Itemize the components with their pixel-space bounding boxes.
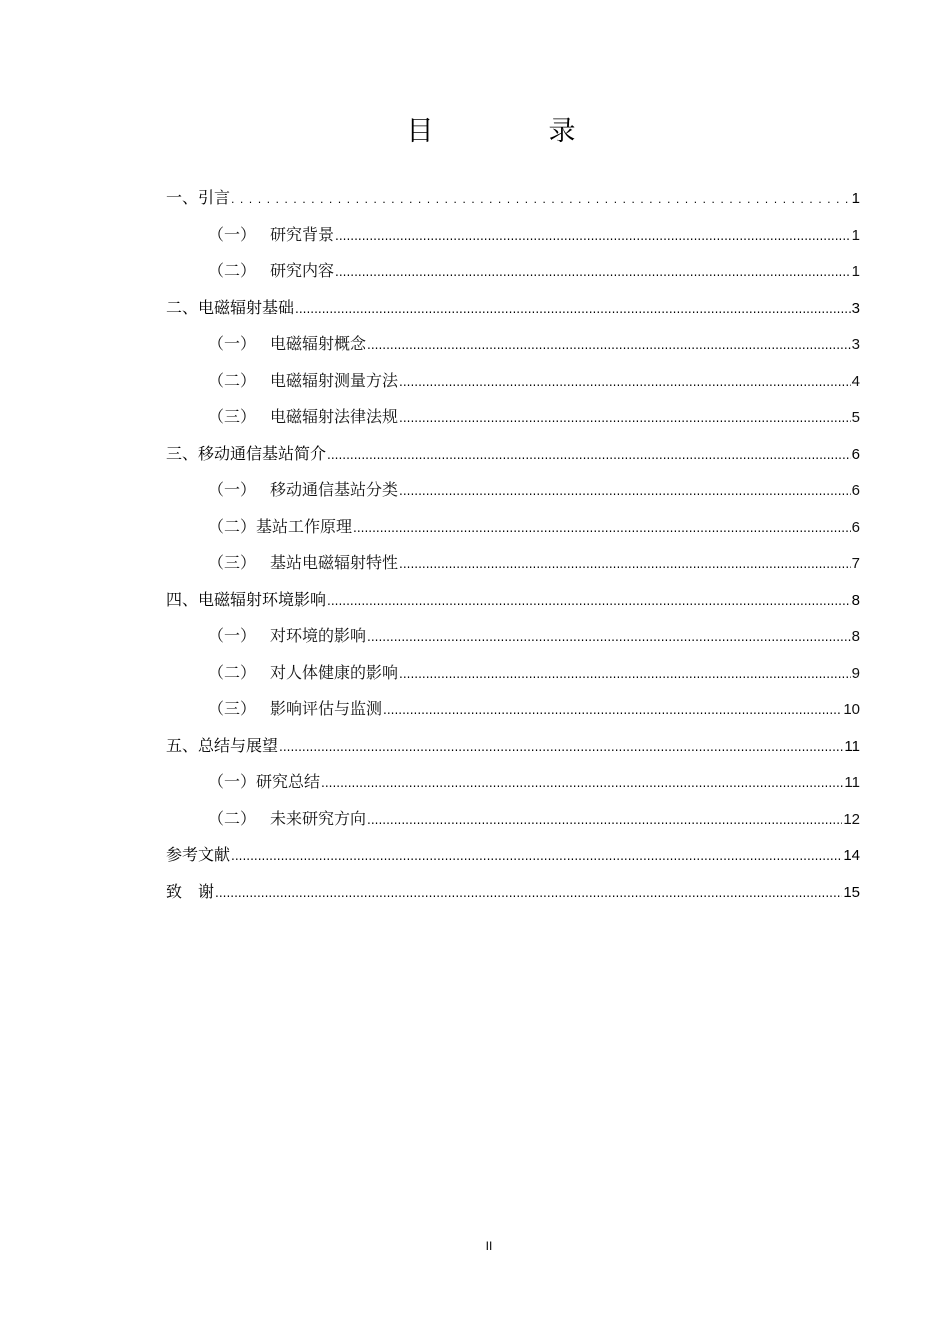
dot-leader (383, 692, 842, 729)
toc-entry-number: （一） (208, 626, 257, 645)
toc-entry-label (208, 655, 398, 692)
toc-entry-number: （三） (208, 553, 257, 572)
toc-entry-number: （一） (208, 334, 257, 353)
dot-leader (399, 656, 851, 693)
toc-entry-label (208, 545, 398, 582)
toc-entry[interactable] (166, 837, 860, 874)
dot-leader (327, 437, 851, 474)
toc-entry[interactable] (166, 874, 860, 911)
toc-entry-page: 11 (844, 774, 860, 791)
toc-entry-page: 1 (851, 190, 860, 207)
toc-entry-text: 未来研究方向 (270, 808, 367, 828)
toc-entry-label: 五、总结与展望 (166, 735, 279, 755)
toc-entry-number: （二） (208, 370, 257, 390)
toc-entry[interactable] (166, 436, 860, 473)
dot-leader (279, 729, 843, 766)
dot-leader (231, 838, 842, 875)
toc-entry-page: 15 (843, 883, 860, 901)
toc-entry-page: 5 (851, 409, 860, 426)
toc-entry-number: （一） (208, 480, 257, 499)
toc-entry-label (208, 472, 398, 509)
toc-entry-text: 研究背景 (270, 224, 335, 244)
toc-entry-label: 三、移动通信基站简介 (166, 443, 327, 463)
toc-entry-page: 6 (851, 445, 860, 463)
toc-entry-label (208, 691, 382, 728)
dot-leader (399, 473, 851, 510)
dot-leader (399, 400, 851, 437)
toc-entry-page: 12 (843, 810, 860, 828)
dot-leader (215, 875, 842, 912)
toc-entry-page: 3 (851, 336, 860, 353)
toc-entry-number: （三） (208, 699, 257, 718)
toc-entry-number: （二） (208, 808, 257, 828)
toc-entry-label (208, 399, 398, 436)
toc-entry-label (208, 326, 366, 363)
toc-entry[interactable] (166, 582, 860, 619)
toc-entry-label (208, 618, 366, 655)
toc-entry-text: 电磁辐射法律法规 (270, 407, 399, 426)
dot-leader (295, 291, 851, 328)
toc-entry-number: （二） (208, 662, 257, 682)
dot-leader (327, 583, 851, 620)
dot-leader (321, 765, 843, 802)
dot-leader (399, 546, 851, 583)
toc-entry-page: 7 (851, 555, 860, 572)
toc-entry-number: （三） (208, 407, 257, 426)
toc-entry[interactable] (166, 764, 860, 801)
toc-entry-page: 1 (851, 263, 860, 280)
dot-leader (335, 254, 851, 291)
toc-entry-page: 14 (843, 847, 860, 864)
toc-entry-text: 移动通信基站分类 (270, 480, 399, 499)
toc-entry-label: 四、电磁辐射环境影响 (166, 589, 327, 609)
toc-entry-text: 对人体健康的影响 (270, 662, 399, 682)
dot-leader (367, 327, 851, 364)
toc-entry-text: 电磁辐射测量方法 (270, 370, 399, 390)
toc-entry[interactable] (166, 180, 860, 217)
toc-entry[interactable] (166, 290, 860, 327)
toc-entry[interactable] (166, 326, 860, 363)
dot-leader (231, 182, 851, 219)
toc-entry-label (208, 253, 334, 290)
toc-entry-text: 基站电磁辐射特性 (270, 553, 399, 572)
dot-leader (335, 218, 851, 255)
toc-entry-number: （一） (208, 772, 257, 791)
toc-entry-label (208, 217, 334, 254)
toc-entry-text: 研究总结 (256, 772, 321, 791)
toc-entry-label: 一、引言 (166, 188, 231, 207)
toc-entry[interactable] (166, 691, 860, 728)
toc-entry-label: 二、电磁辐射基础 (166, 297, 295, 317)
toc-entry-label (208, 801, 366, 838)
toc-entry-label (208, 764, 320, 801)
toc-entry-page: 6 (851, 482, 860, 499)
toc-entry-page: 8 (851, 591, 860, 609)
toc-entry[interactable] (166, 253, 860, 290)
toc-entry[interactable] (166, 399, 860, 436)
dot-leader (399, 364, 851, 401)
toc-entry-number: （二） (208, 261, 257, 280)
toc-entry[interactable] (166, 363, 860, 400)
dot-leader (367, 619, 851, 656)
toc-entry-page: 10 (843, 701, 860, 718)
toc-entry-text: 电磁辐射概念 (270, 334, 367, 353)
dot-leader (367, 802, 842, 839)
toc-entry-page: 6 (851, 518, 860, 536)
page-number-footer: II (485, 1239, 493, 1253)
toc-entry-label (208, 509, 352, 546)
toc-entry-page: 4 (851, 372, 860, 390)
page-title: 目 录 (406, 116, 620, 147)
toc-entry-text: 对环境的影响 (270, 626, 367, 645)
toc-entry-page: 3 (851, 299, 860, 317)
toc-entry[interactable] (166, 618, 860, 655)
toc-entry-number: （二） (208, 516, 257, 536)
toc-entry-number: （一） (208, 224, 257, 244)
toc-entry[interactable] (166, 545, 860, 582)
dot-leader (353, 510, 851, 547)
toc-list (166, 180, 860, 910)
toc-entry[interactable] (166, 217, 860, 254)
toc-entry-label: 致 谢 (166, 881, 215, 901)
toc-entry-page: 8 (851, 628, 860, 645)
toc-entry-text: 影响评估与监测 (270, 699, 383, 718)
toc-entry-label (208, 363, 398, 400)
toc-entry[interactable] (166, 728, 860, 765)
toc-entry[interactable] (166, 655, 860, 692)
toc-entry-label: 参考文献 (166, 845, 231, 864)
toc-entry-page: 9 (851, 664, 860, 682)
toc-entry-text: 研究内容 (270, 261, 335, 280)
toc-entry[interactable] (166, 801, 860, 838)
toc-entry-page: 11 (844, 737, 860, 755)
toc-entry[interactable] (166, 472, 860, 509)
toc-entry[interactable] (166, 509, 860, 546)
toc-entry-page: 1 (851, 226, 860, 244)
toc-entry-text: 基站工作原理 (256, 516, 353, 536)
